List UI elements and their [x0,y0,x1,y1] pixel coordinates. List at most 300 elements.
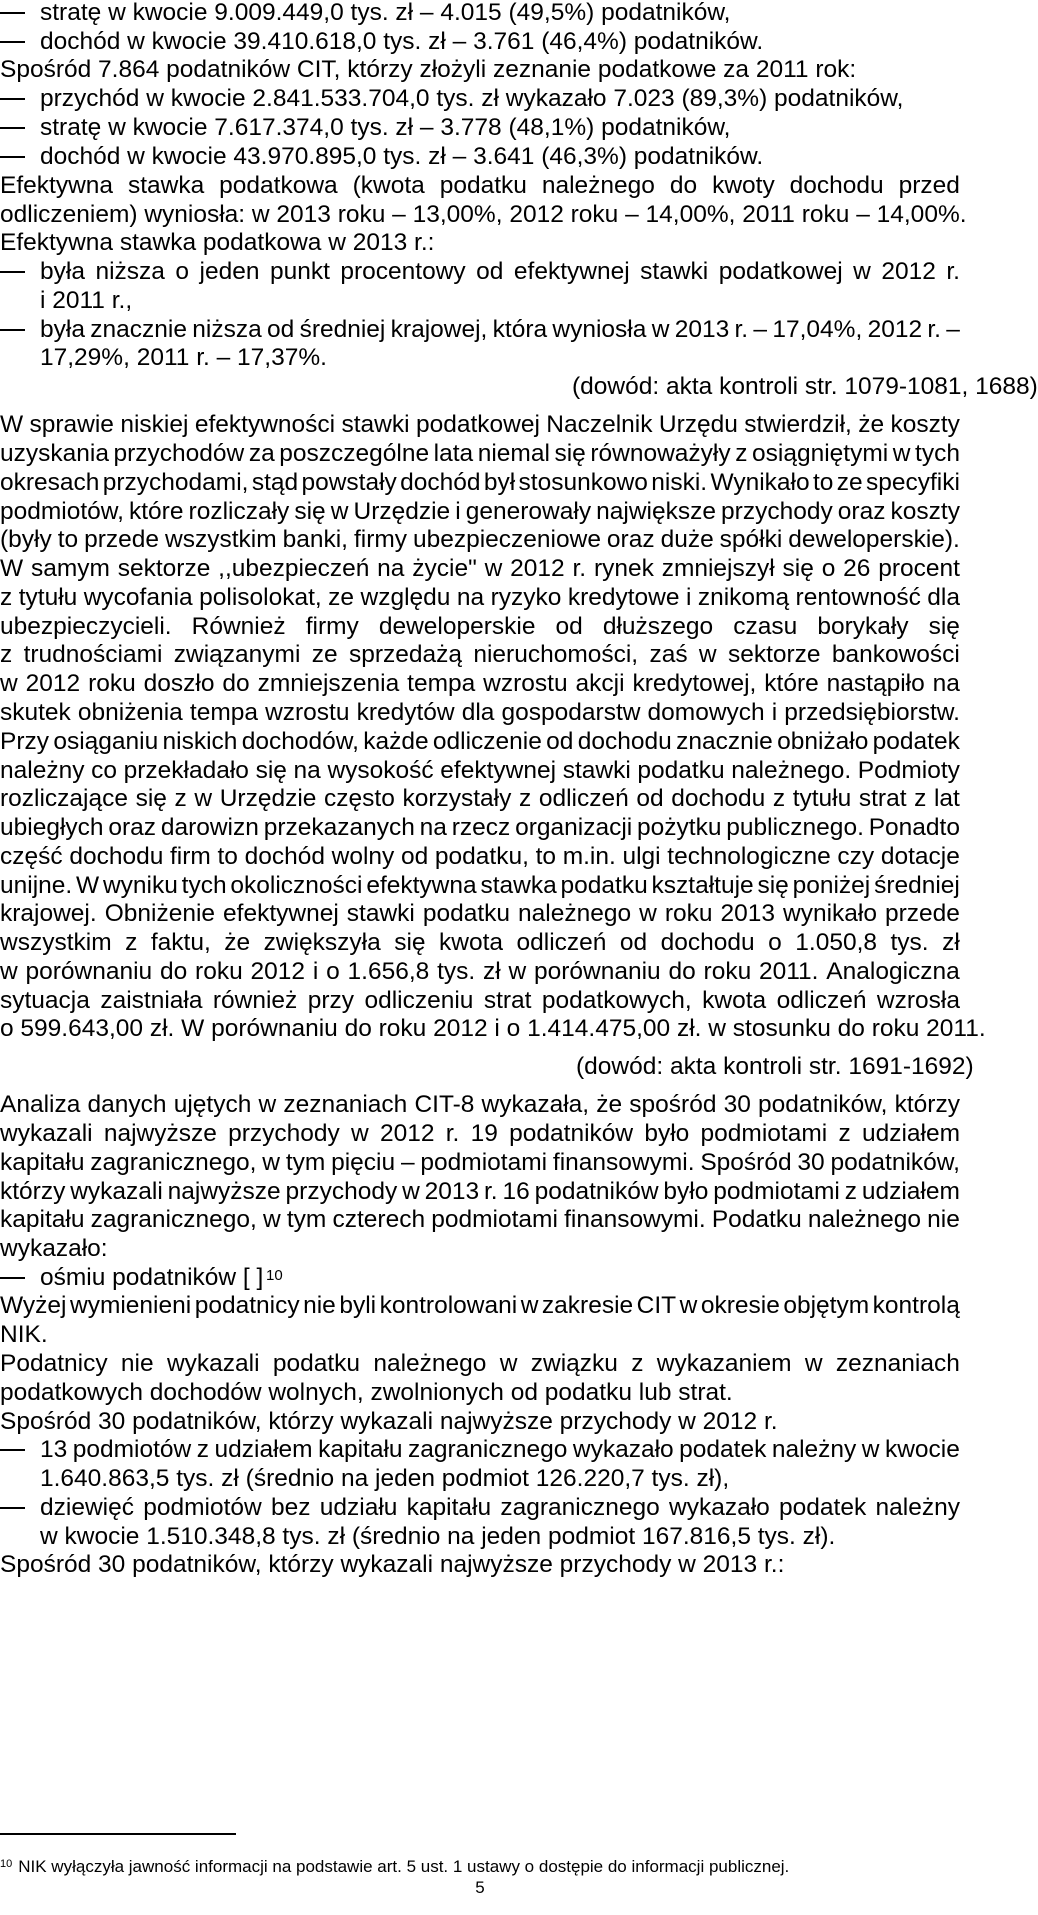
word: o [768,929,782,956]
word: tytułu [18,584,78,611]
word: osiąganiu [53,728,159,755]
word: banki, [282,526,348,553]
word: punkt [269,258,330,285]
word: wykazało [572,1436,674,1463]
word: do [222,670,250,697]
word: Podmioty [857,757,960,784]
footnote-separator [0,1833,236,1835]
word: wyniosła [552,316,647,343]
line-text: przychód w kwocie 2.841.533.704,0 tys. zł wykazało 7.023 (89,3%) podatników, [40,85,904,112]
word: na [456,584,485,611]
line-text: Efektywna stawka podatkowa w 2013 r.: [0,229,435,256]
word: była [40,316,85,343]
word: ujętych [173,1091,252,1118]
word: znacznie [676,728,773,755]
word: równoważyły [590,440,731,467]
text-line [0,1051,974,1083]
word: efektywnej [513,258,630,285]
word: które [764,670,819,697]
word: zagranicznego [500,1494,660,1521]
word: to [57,526,79,553]
word: która [492,316,548,343]
word: od [267,316,295,343]
word: przekładało [123,757,249,784]
word: dochodu [660,929,755,956]
word: byli [339,1292,377,1319]
line-text: dochód w kwocie 39.410.618,0 tys. zł – 3.761 (46,4%) podatników. [40,28,764,55]
word: uzyskania [0,440,109,467]
word: stąd [251,469,299,496]
word: ze [328,584,355,611]
word: czy [837,843,875,870]
word: niższa [192,316,262,343]
word: związanymi [173,641,301,668]
word: podmiotów, [0,498,124,525]
word: średniej [874,872,960,899]
word: 30 [797,1149,825,1176]
word: koszty [890,498,960,525]
word: poszczególne [279,440,430,467]
word: 19 [470,1120,498,1147]
word: r. [445,1120,460,1147]
word: ubezpieczycieli. [0,613,172,640]
word: podatek [779,1494,867,1521]
word: domowych [647,699,765,726]
word: odliczeniu [364,987,474,1014]
word: r. [572,555,587,582]
word: od [476,258,504,285]
footnote-text: NIK wyłączyła jawność informacji na podstawie art. 5 ust. 1 ustawy o dostępie do informacji publicznej. [18,1857,790,1876]
word: na [377,555,405,582]
text-line [0,1118,960,1150]
line-text [0,639,960,671]
word: akcji [575,670,625,697]
line-text: Spośród 30 podatników, którzy wykazali najwyższe przychody w 2013 r.: [0,1551,785,1578]
word: Spośród [700,1149,792,1176]
word: odliczeń [776,987,867,1014]
line-text [0,170,960,202]
word: należnego [541,172,655,199]
word: lat [933,785,960,812]
word: oraz [837,498,886,525]
text-line [0,927,960,959]
text-line [0,227,960,259]
word: borykały [817,613,909,640]
list-dash-marker [0,156,25,158]
text-line [0,639,960,671]
list-dash-marker [0,12,25,14]
line-text [0,1147,960,1179]
word: wzrostu [265,699,350,726]
word: do [669,172,698,199]
word: deweloperskie). [788,526,960,553]
word: organizacji [515,814,633,841]
word: w [698,641,717,668]
word: była [40,258,85,285]
line-text: 17,29%, 2011 r. – 17,37%. [40,344,327,371]
word: Naczelnik [546,411,653,438]
word: w [639,900,657,927]
word: stwierdził, [744,411,852,438]
word: odliczenie [432,728,542,755]
word: podatek [679,1436,767,1463]
text-line [0,170,960,202]
word: czterech [332,1206,426,1233]
word: się [757,872,789,899]
word: z [125,929,138,956]
word: w [402,1178,420,1205]
word: 17,04%, [772,316,863,343]
text-line [0,1549,960,1581]
word: duże [660,526,714,553]
text-line [0,956,960,988]
line-text: dochód w kwocie 43.970.895,0 tys. zł – 3.641 (46,3%) podatników. [40,143,764,170]
word: Podatku [711,1206,802,1233]
line-text [0,783,960,815]
word: zł [482,958,501,985]
text-line [0,1233,960,1265]
text-line [0,524,960,556]
word: o [326,958,340,985]
line-text: stratę w kwocie 7.617.374,0 tys. zł – 3.778 (48,1%) podatników, [40,114,731,141]
word: się [135,785,167,812]
word: ryzyko [490,584,562,611]
line-text [0,697,960,729]
line-text: (dowód: akta kontroli str. 1079-1081, 1688) [572,373,1038,400]
word: dochód [244,843,325,870]
word: przychody [285,1178,398,1205]
page-number: 5 [475,1878,485,1897]
word: wzrosła [876,987,960,1014]
word: niskiej [120,411,189,438]
word: finansowymi. [552,1149,695,1176]
word: był [483,469,516,496]
line-text [0,467,960,499]
word: 2012 [867,316,923,343]
word: podmiotami [420,1149,548,1176]
word: podmiotów [143,1494,262,1521]
word: zagranicznego, [90,1149,257,1176]
word: dochodu [69,843,164,870]
word: życie" [412,555,477,582]
line-text [0,438,960,470]
word: W [76,872,100,899]
word: 2012 [379,1120,435,1147]
text-line [0,54,960,86]
text-line [0,1434,960,1466]
word: podatku, [434,843,529,870]
footnote-number: 10 [0,1858,13,1870]
word: podatkowej [718,258,843,285]
word: tempa [189,699,258,726]
word: 2012 [25,670,81,697]
text-line [0,1319,960,1351]
word: trudnościami [23,641,163,668]
word: kapitału [318,1436,403,1463]
line-text [40,1434,960,1466]
word: podatników [509,1120,634,1147]
word: oraz [108,814,156,841]
word: procent [878,555,960,582]
word: kontrolą [872,1292,960,1319]
word: Podatnicy [0,1350,108,1377]
word: sprzedażą [348,641,463,668]
word: od [555,613,583,640]
word: zaś [649,641,688,668]
word: w [520,1292,539,1319]
word: firm [170,843,211,870]
word: podmiotów [72,1436,192,1463]
line-text: i 2011 r., [40,287,133,314]
word: – [946,316,960,343]
word: najwyższe [167,1178,281,1205]
word: r. [927,316,941,343]
text-line [0,256,960,288]
word: podatnicy [194,1292,300,1319]
word: podatku [560,872,648,899]
word: od [400,843,429,870]
word: nastąpiło [826,670,925,697]
word: udziałem [214,1436,313,1463]
text-line [0,582,960,614]
footnote-reference: 10 [266,1267,283,1284]
word: każde [363,728,429,755]
word: wykazali [0,1120,93,1147]
line-text [0,1089,960,1121]
word: 2012 [250,958,306,985]
line-text: 1.640.863,5 tys. zł (średnio na jeden podmiot 126.220,7 tys. zł), [40,1465,730,1492]
word: którzy [894,1091,960,1118]
word: pięciu [331,1149,396,1176]
word: polisolokat, [199,584,322,611]
word: z [844,1178,857,1205]
word: co [91,757,117,784]
word: na [419,814,447,841]
word: na [932,670,960,697]
word: w [651,316,670,343]
word: darowizn [160,814,259,841]
word: stawki [346,900,415,927]
word: specyfiki [866,469,960,496]
line-text: NIK. [0,1321,48,1348]
word: podatku [272,1350,361,1377]
word: podatkowa [219,172,338,199]
word: dochodów, [241,728,359,755]
word: od [636,785,664,812]
text-line [0,812,960,844]
word: udziałem [861,1120,960,1147]
text-line [0,1089,960,1121]
word: (kwota [352,172,425,199]
line-text: w kwocie 1.510.348,8 tys. zł (średnio na jeden podmiot 167.816,5 tys. zł). [40,1523,836,1550]
line-text [0,553,960,585]
word: rozliczające [0,785,128,812]
word: dla [461,699,495,726]
word: bankowości [831,641,960,668]
word: dla [927,584,960,611]
word: Wynikało [710,469,810,496]
word: kontrolowani [379,1292,518,1319]
line-text [0,668,960,700]
word: roku [703,958,752,985]
word: względu [360,584,451,611]
word: należnego [807,1206,921,1233]
word: od [619,929,648,956]
line-text [0,927,960,959]
word: ze [836,469,863,496]
word: wycofania [83,584,193,611]
word: kredytów [356,699,455,726]
word: okresie [700,1292,780,1319]
word: stosunkowo [518,469,648,496]
word: obniżało [777,728,869,755]
word: CIT-8 [414,1091,475,1118]
word: roku [88,670,136,697]
word: którzy [0,1178,66,1205]
word: bez [270,1494,311,1521]
list-dash-marker [0,98,25,100]
word: w [892,440,911,467]
word: część [0,843,63,870]
word: publicznego. [726,814,864,841]
word: należnego. [731,757,852,784]
word: przychody [721,498,833,525]
word: w [484,555,503,582]
word: kwocie [884,1436,960,1463]
word: przede [884,900,960,927]
word: 30 [723,1091,751,1118]
word: że [858,411,885,438]
text-line [0,371,1038,403]
word: i [312,958,319,985]
word: 13 [40,1436,68,1463]
line-text [0,582,960,614]
word: w [330,498,349,525]
word: zwiększyła [263,929,381,956]
word: 2013 [720,900,776,927]
word: stawki [640,258,709,285]
word: kwota [439,929,504,956]
word: w [861,1436,880,1463]
word: wykazaniem [656,1350,792,1377]
word: obniżenia [77,699,183,726]
word: kapitału [0,1149,85,1176]
word: i [771,699,778,726]
list-dash-marker [0,329,25,331]
word: podmiotami [431,1206,558,1233]
word: zł [942,929,960,956]
word: tys. [437,958,476,985]
word: dochodu [671,785,766,812]
word: firmy [305,613,359,640]
text-line [0,726,960,758]
word: w [262,1206,281,1233]
word: zaistniała [100,987,203,1014]
word: ulgi [622,843,661,870]
word: skutek [0,699,71,726]
word: w [0,958,18,985]
word: w [258,1091,277,1118]
word: sprawie [29,411,114,438]
word: okresach [0,469,100,496]
word: wykazała, [481,1091,590,1118]
word: W [0,555,24,582]
word: 2011. [759,958,819,985]
word: nie [927,1206,960,1233]
word: podatek [872,728,960,755]
list-dash-marker [0,271,25,273]
word: nieruchomości, [473,641,639,668]
word: 2013 [424,1178,480,1205]
word: zeznaniach [283,1091,408,1118]
word: na [293,757,321,784]
line-text: wykazało: [0,1235,108,1262]
word: kredytowe [567,584,680,611]
footnote [0,1856,789,1878]
line-text: Spośród 30 podatników, którzy wykazali najwyższe przychody w 2012 r. [0,1408,778,1435]
line-text [0,898,960,930]
text-line [0,1348,960,1380]
word: podmiotami [700,1120,828,1147]
word: do [668,958,696,985]
word: unijne. [0,872,73,899]
word: strat [858,785,907,812]
word: r. [484,1178,498,1205]
word: stawka [127,172,205,199]
word: deweloperskie [378,613,536,640]
word: Ponadto [868,814,960,841]
text-line [0,1290,960,1322]
word: wszystkim [165,526,277,553]
word: przed [898,172,960,199]
word: które [129,498,184,525]
word: wysokość [327,757,434,784]
word: z [0,641,13,668]
line-text [0,1204,960,1236]
word: dochód [400,469,481,496]
text-line [0,783,960,815]
word: ubezpieczeniowe [412,526,601,553]
word: Wyżej [0,1292,67,1319]
word: kwota [702,987,767,1014]
line-text: ośmiu podatników [ ] [40,1264,264,1291]
word: Efektywna [0,172,114,199]
word: w [508,958,527,985]
text-line [0,1147,960,1179]
word: się [782,555,814,582]
word: podatkowej [415,411,540,438]
word: tym [285,1149,326,1176]
word: wzrostu [483,670,568,697]
word: zmniejszenia [257,670,400,697]
word: tys. [890,929,929,956]
text-line [0,342,960,374]
word: Analogiczna [826,958,960,985]
text-line [0,409,960,441]
line-text: o 599.643,00 zł. W porównaniu do roku 2012 i o 1.414.475,00 zł. w stosunku do roku 2011. [0,1015,986,1042]
word: ,,ubezpieczeń [218,555,370,582]
word: 16 [502,1178,530,1205]
list-dash-marker [0,127,25,129]
word: przy [307,987,355,1014]
word: z [174,785,187,812]
word: dłuższego [602,613,714,640]
word: tych [915,440,960,467]
word: przedsiębiorstw. [784,699,960,726]
text-line [0,898,960,930]
word: się [394,929,426,956]
line-text [0,841,960,873]
